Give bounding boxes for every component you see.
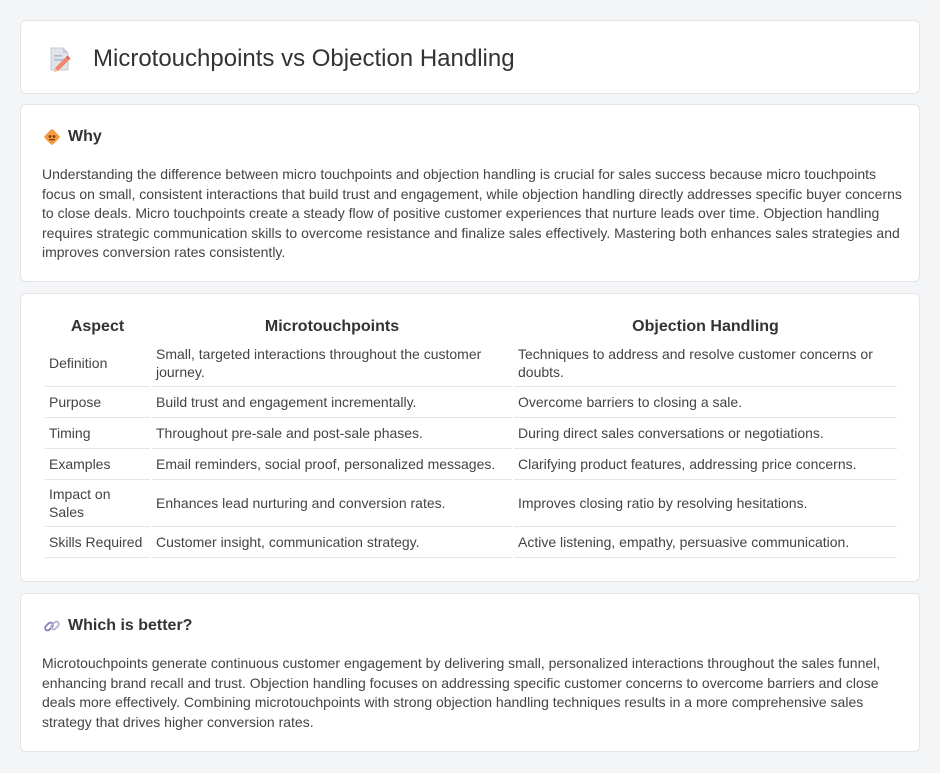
header-objection-handling: Objection Handling — [632, 318, 779, 335]
row-microtouchpoints: Throughout pre-sale and post-sale phases. — [152, 418, 512, 449]
row-aspect: Skills Required — [45, 527, 150, 558]
row-aspect: Definition — [45, 340, 150, 387]
row-aspect: Examples — [45, 449, 150, 480]
table-row — [45, 480, 897, 527]
row-objection-handling: Techniques to address and resolve customer concerns or doubts. — [514, 340, 897, 387]
comparison-card — [20, 293, 920, 582]
better-heading-row — [43, 616, 192, 636]
row-objection-handling: Clarifying product features, addressing price concerns. — [514, 449, 897, 480]
diamond-sign-icon — [43, 128, 61, 146]
why-card — [20, 104, 920, 282]
header-microtouchpoints: Microtouchpoints — [264, 318, 400, 335]
why-heading: Why — [68, 128, 102, 145]
table-row — [45, 449, 897, 480]
better-heading: Which is better? — [68, 617, 193, 634]
row-objection-handling: Overcome barriers to closing a sale. — [514, 387, 897, 418]
row-objection-handling: Active listening, empathy, persuasive communication. — [514, 527, 897, 558]
row-microtouchpoints: Email reminders, social proof, personalized messages. — [152, 449, 512, 480]
page-title: Microtouchpoints vs Objection Handling — [93, 45, 515, 72]
table-row — [45, 340, 897, 387]
row-objection-handling: During direct sales conversations or negotiations. — [514, 418, 897, 449]
table-header-row — [45, 316, 897, 340]
why-text: Understanding the difference between micro touchpoints and objection handling is crucial for sales success because micro touchpoints focus on small, consistent interactions that build trust and engagement, while objection handling directly addresses specific buyer concerns to close deals. Micro touchpoints create a steady flow of positive customer experiences that nurture leads over time. Objection handling requires strategic communication skills to overcome resistance and finalize sales effectively. Mastering both enhances sales strategies and improves conversion rates consistently. — [42, 166, 902, 261]
header-aspect: Aspect — [70, 318, 125, 335]
row-aspect: Timing — [45, 418, 150, 449]
which-is-better-card — [20, 593, 920, 752]
comparison-table — [43, 316, 899, 558]
better-text: Microtouchpoints generate continuous customer engagement by delivering small, personalized interactions throughout the sales funnel, enhancing brand recall and trust. Objection handling focuses on addressing specific customer concerns to overcome barriers and close deals more effectively. Combining microtouchpoints with strong objection handling techniques results in a more comprehensive sales strategy that drives higher conversion rates. — [42, 655, 881, 730]
row-microtouchpoints: Build trust and engagement incrementally. — [152, 387, 512, 418]
row-microtouchpoints: Customer insight, communication strategy. — [152, 527, 512, 558]
document-pencil-icon — [47, 45, 73, 73]
link-icon — [43, 617, 61, 635]
table-row — [45, 387, 897, 418]
title-row — [47, 43, 515, 75]
row-microtouchpoints: Enhances lead nurturing and conversion rates. — [152, 480, 512, 527]
why-heading-row — [43, 127, 102, 147]
title-card — [20, 20, 920, 94]
row-aspect: Purpose — [45, 387, 150, 418]
table-row — [45, 418, 897, 449]
row-aspect: Impact on Sales — [45, 480, 150, 527]
row-microtouchpoints: Small, targeted interactions throughout the customer journey. — [152, 340, 512, 387]
row-objection-handling: Improves closing ratio by resolving hesitations. — [514, 480, 897, 527]
table-row — [45, 527, 897, 558]
